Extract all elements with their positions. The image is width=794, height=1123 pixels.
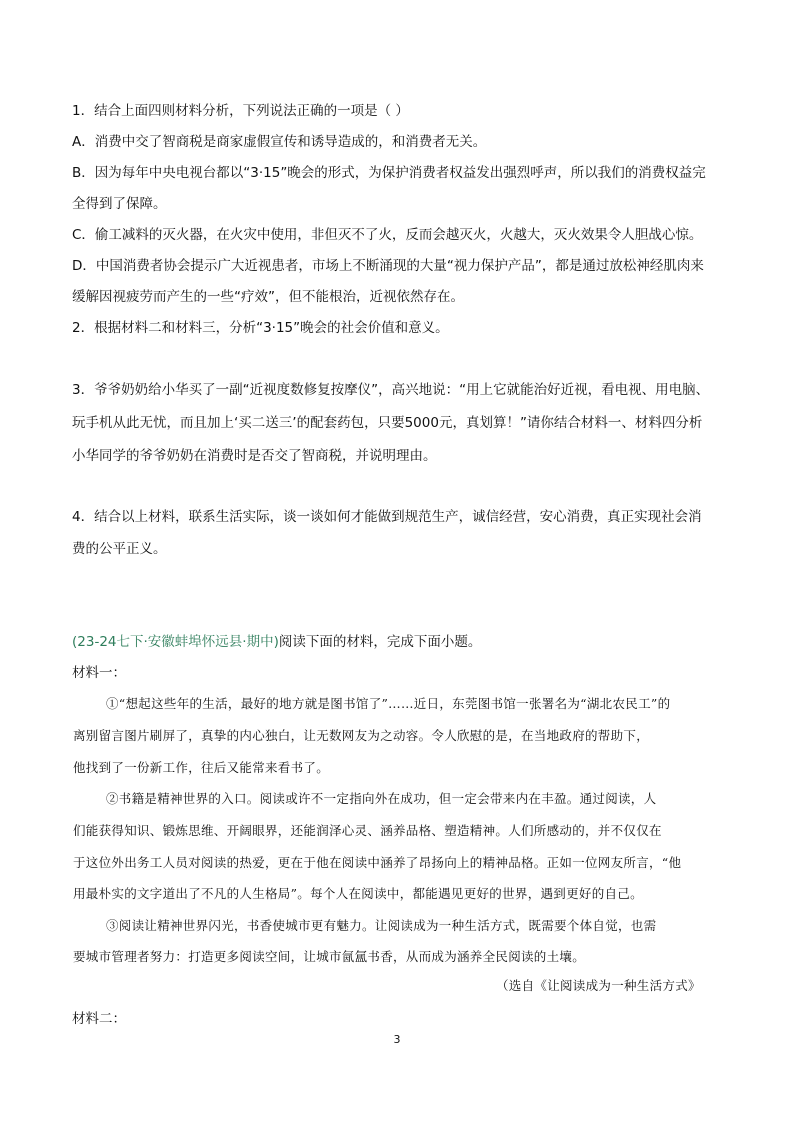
material-1-paragraph-2-line-2: 们能获得知识、锻炼思维、开阔眼界，还能润泽心灵、涵养品格、塑造精神。人们所感动的，并不仅仅在: [73, 823, 662, 838]
question-3-line-3: 小华同学的爷爷奶奶在消费时是否交了智商税，并说明理由。: [72, 448, 437, 464]
question-1-option-b-line-2: 全得到了保障。: [72, 196, 167, 212]
question-1-option-a: A．消费中交了智商税是商家虚假宣传和诱导造成的，和消费者无关。: [72, 134, 487, 150]
question-1-option-d-line-1: D．中国消费者协会提示广大近视患者，市场上不断涌现的大量“视力保护产品”，都是通过放松神经肌肉来: [72, 258, 704, 274]
reading-instruction: 阅读下面的材料，完成下面小题。: [278, 634, 482, 650]
material-1-label: 材料一：: [72, 665, 126, 681]
material-1-paragraph-1-line-2: 离别留言图片刷屏了，真挚的内心独白，让无数网友为之动容。令人欣慰的是，在当地政府的帮助下，: [73, 728, 650, 743]
material-1-paragraph-3-line-2: 要城市管理者努力：打造更多阅读空间，让城市氤氲书香，从而成为涵养全民阅读的土壤。: [73, 949, 586, 964]
question-1-option-d-line-2: 缓解因视疲劳而产生的一些“疗效”，但不能根治，近视依然存在。: [72, 289, 464, 305]
question-1-stem: 1．结合上面四则材料分析，下列说法正确的一项是（ ）: [72, 103, 409, 119]
reading-intro: [72, 632, 722, 652]
material-1-paragraph-2-line-1: ②书籍是精神世界的入口。阅读或许不一定指向外在成功，但一定会带来内在丰盈。通过阅读，人: [106, 791, 657, 806]
source-tag: (23-24七下·安徽蚌埠怀远县·期中): [72, 634, 279, 650]
citation: （选自《让阅读成为一种生活方式》: [496, 978, 701, 993]
question-4-line-2: 费的公平正义。: [72, 541, 167, 557]
question-3-line-1: 3．爷爷奶奶给小华买了一副“近视度数修复按摩仪”，高兴地说：“用上它就能治好近视，看电视、用电脑、: [72, 382, 710, 398]
material-1-paragraph-1-line-3: 他找到了一份新工作，往后又能常来看书了。: [73, 760, 330, 775]
question-2: 2．根据材料二和材料三，分析“3·15”晚会的社会价值和意义。: [72, 320, 449, 336]
question-4-line-1: 4．结合以上材料，联系生活实际，谈一谈如何才能做到规范生产，诚信经营，安心消费，真正实现社会消: [72, 509, 702, 525]
question-3-line-2: 玩手机从此无忧，而且加上‘买二送三’的配套药包，只要5000元，真划算！”请你结合材料一、材料四分析: [72, 415, 703, 431]
question-1-option-b-line-1: B．因为每年中央电视台都以“3·15”晚会的形式，为保护消费者权益发出强烈呼声，所以我们的消费权益完: [72, 165, 706, 181]
page-number: 3: [393, 1033, 401, 1046]
material-1-paragraph-2-line-3: 于这位外出务工人员对阅读的热爱，更在于他在阅读中涵养了昂扬向上的精神品格。正如一位网友所言，“他: [73, 855, 682, 870]
question-1-option-c: C．偷工减料的灭火器，在火灾中使用，非但灭不了火，反而会越灭火，火越大，灭火效果令人胆战心惊。: [72, 227, 703, 243]
material-1-paragraph-2-line-4: 用最朴实的文字道出了不凡的人生格局”。每个人在阅读中，都能遇见更好的世界，遇到更好的自己。: [73, 886, 643, 901]
material-2-label: 材料二：: [72, 1011, 126, 1027]
material-1-paragraph-1-line-1: ①“想起这些年的生活，最好的地方就是图书馆了”……近日，东莞图书馆一张署名为“湖北农民工”的: [106, 696, 671, 711]
material-1-paragraph-3-line-1: ③阅读让精神世界闪光，书香使城市更有魅力。让阅读成为一种生活方式，既需要个体自觉，也需: [106, 918, 657, 933]
